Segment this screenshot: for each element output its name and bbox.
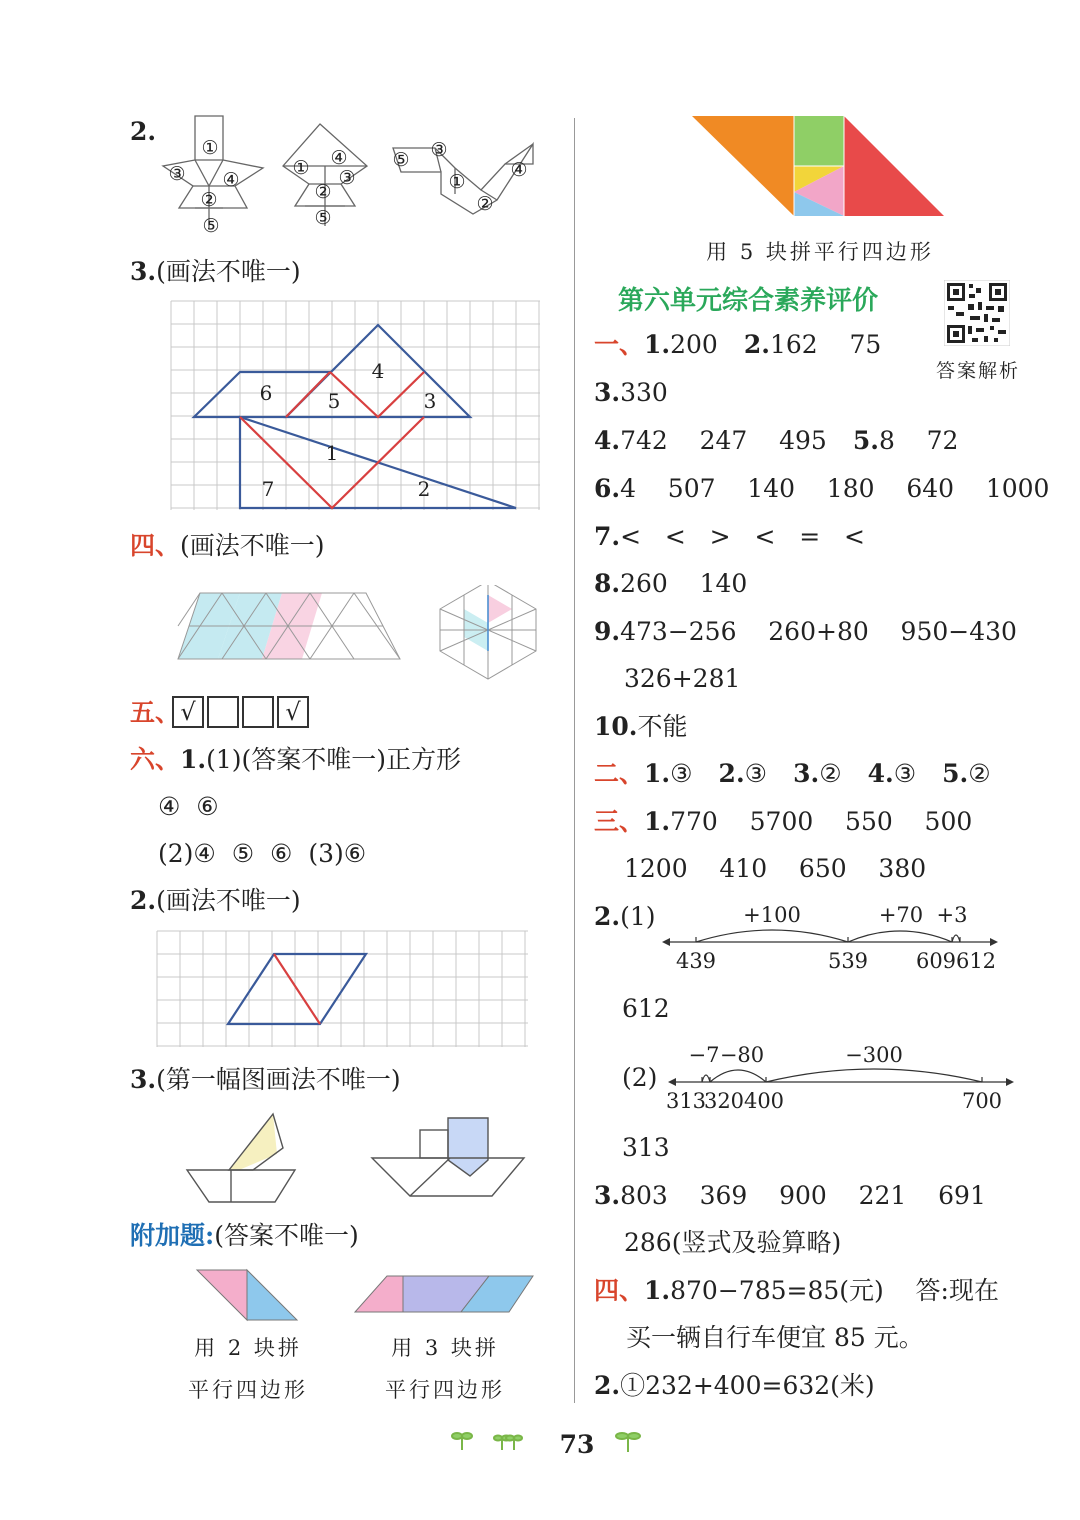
section-4: 四、(画法不唯一) xyxy=(130,531,325,560)
answer-line: (2)④ ⑤ ⑥ (3)⑥ xyxy=(158,839,367,868)
tick-label: 320 xyxy=(703,1089,745,1113)
piece-label: ② xyxy=(476,193,494,215)
number-line-1 xyxy=(660,898,1005,978)
answer-q3: 3.330 xyxy=(594,378,668,407)
column-divider xyxy=(574,118,575,1403)
answer-q4-q5: 4.742 247 495 5.8 72 xyxy=(594,426,959,455)
parallelogram-grid xyxy=(156,930,530,1048)
sprout-decoration-icon xyxy=(450,1428,650,1458)
piece-label: 4 xyxy=(371,359,385,383)
tick-label: 439 xyxy=(675,949,717,973)
part-3-q1-cont: 1200 410 650 380 xyxy=(624,854,927,883)
answer-q9: 9.473−256 260+80 950−430 xyxy=(594,617,1017,646)
answer-q7: 7.< < > < = < xyxy=(594,522,865,551)
figure-caption: 用 2 块拼 xyxy=(194,1336,302,1360)
piece-label: ⑤ xyxy=(314,207,332,229)
checkbox-answers xyxy=(172,696,309,728)
part-4-q1-cont: 买一辆自行车便宜 85 元。 xyxy=(626,1323,924,1352)
extra-question: 附加题:(答案不唯一) xyxy=(130,1221,359,1250)
piece-label: 2 xyxy=(417,477,431,501)
piece-label: ③ xyxy=(168,163,186,185)
piece-label: ④ xyxy=(510,159,528,181)
checkbox: √ xyxy=(172,696,204,728)
piece-label: ② xyxy=(200,189,218,211)
section-6-q2: 2.(画法不唯一) xyxy=(130,886,301,915)
tick-label: 612 xyxy=(955,949,997,973)
piece-label: ③ xyxy=(338,167,356,189)
qr-code-icon xyxy=(944,280,1010,346)
tangram-figures-q2 xyxy=(155,108,555,243)
part-2: 二、1.③ 2.③ 3.② 4.③ 5.② xyxy=(594,759,991,788)
jump-label: +100 xyxy=(743,903,801,927)
figure-caption: 用 3 块拼 xyxy=(391,1336,499,1360)
tick-label: 609 xyxy=(915,949,957,973)
jump-label: −300 xyxy=(845,1043,903,1067)
piece-label: ③ xyxy=(430,139,448,161)
piece-label: ① xyxy=(292,157,310,179)
tangram-grid-q3 xyxy=(170,300,542,512)
answer-q10: 10.不能 xyxy=(594,712,688,741)
piece-label: ⑤ xyxy=(202,215,220,237)
piece-label: 7 xyxy=(261,477,275,501)
piece-label: 5 xyxy=(327,389,341,413)
tangram-parallelogram xyxy=(690,112,950,220)
question-number: 2. xyxy=(130,117,157,146)
jump-label: −80 xyxy=(719,1043,765,1067)
piece-label: ② xyxy=(314,181,332,203)
part-3-q2: 2.(1) xyxy=(594,902,656,931)
checkbox xyxy=(242,696,274,728)
part-4-q2: 2.①232+400=632(米) xyxy=(594,1371,875,1400)
jump-label: −7 xyxy=(688,1043,720,1067)
question-3: 3.(画法不唯一) xyxy=(130,257,301,286)
figure-caption: 用 5 块拼平行四边形 xyxy=(706,240,934,264)
answer-q6: 6.4 507 140 180 640 1000 xyxy=(594,474,1050,503)
jump-label: +3 xyxy=(936,903,968,927)
part-3-q3: 3.803 369 900 221 691 xyxy=(594,1181,986,1210)
piece-label: 6 xyxy=(259,381,273,405)
piece-label: ④ xyxy=(222,169,240,191)
figure-caption: 平行四边形 xyxy=(385,1378,505,1402)
part-3-q1: 三、1.770 5700 550 500 xyxy=(594,807,973,836)
parallelogram-pieces xyxy=(195,1268,540,1324)
tick-label: 400 xyxy=(743,1089,785,1113)
piece-label: ① xyxy=(448,171,466,193)
answer-line: ④ ⑥ xyxy=(158,792,219,821)
section-6-q3: 3.(第一幅图画法不唯一) xyxy=(130,1065,401,1094)
piece-label: ④ xyxy=(330,147,348,169)
figure-caption: 平行四边形 xyxy=(188,1378,308,1402)
checkbox xyxy=(207,696,239,728)
number-line-2-label: (2) xyxy=(622,1063,658,1092)
answer-line: 612 xyxy=(622,994,670,1023)
tick-label: 700 xyxy=(961,1089,1003,1113)
piece-label: ⑤ xyxy=(392,149,410,171)
part-3-q3-cont: 286(竖式及验算略) xyxy=(624,1228,842,1257)
qr-caption: 答案解析 xyxy=(936,360,1021,382)
number-line-2 xyxy=(666,1040,1016,1122)
page-number: 73 xyxy=(559,1430,595,1459)
triangle-grid-figures xyxy=(170,585,550,685)
answer-q8: 8.260 140 xyxy=(594,569,748,598)
section-6-q1: 六、1.(1)(答案不唯一)正方形 xyxy=(130,745,462,774)
answer-q9-cont: 326+281 xyxy=(624,664,741,693)
piece-label: 3 xyxy=(423,389,437,413)
jump-label: +70 xyxy=(878,903,924,927)
tick-label: 313 xyxy=(666,1089,707,1113)
checkbox: √ xyxy=(277,696,309,728)
piece-label: ① xyxy=(201,137,219,159)
tick-label: 539 xyxy=(827,949,869,973)
part-4-q1: 四、1.870−785=85(元) 答:现在 xyxy=(594,1276,999,1305)
boat-figures xyxy=(185,1108,530,1208)
unit-title: 第六单元综合素养评价 xyxy=(618,286,879,316)
part-1-q1-q2: 一、1.200 2.162 75 xyxy=(594,330,882,359)
section-5: 五、 xyxy=(130,698,181,727)
piece-label: 1 xyxy=(325,441,339,465)
answer-line: 313 xyxy=(622,1133,670,1162)
